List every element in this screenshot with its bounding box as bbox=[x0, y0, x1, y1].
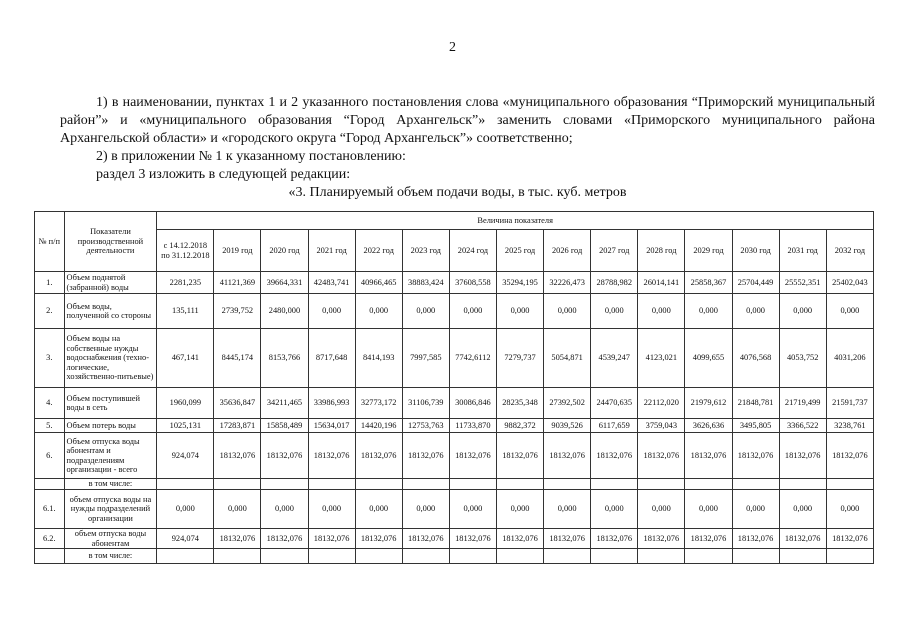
value-cell: 18132,076 bbox=[496, 529, 543, 549]
row-number: 6.2. bbox=[35, 529, 65, 549]
value-cell: 18132,076 bbox=[732, 529, 779, 549]
value-cell bbox=[779, 549, 826, 564]
value-cell: 18132,076 bbox=[261, 529, 308, 549]
value-cell: 0,000 bbox=[638, 294, 685, 329]
value-cell: 3366,522 bbox=[779, 419, 826, 433]
value-cell: 4123,021 bbox=[638, 329, 685, 388]
value-cell: 7279,737 bbox=[496, 329, 543, 388]
value-cell: 2281,235 bbox=[157, 272, 214, 294]
value-cell: 9882,372 bbox=[496, 419, 543, 433]
header-period: 2026 год bbox=[544, 230, 591, 272]
value-cell: 18132,076 bbox=[214, 433, 261, 479]
value-cell bbox=[638, 479, 685, 490]
value-cell: 0,000 bbox=[308, 490, 355, 529]
value-cell: 27392,502 bbox=[544, 388, 591, 419]
value-cell: 924,074 bbox=[157, 433, 214, 479]
paragraph-2: 2) в приложении № 1 к указанному постановлению: bbox=[96, 149, 406, 164]
value-cell: 11733,870 bbox=[449, 419, 496, 433]
value-cell: 0,000 bbox=[638, 490, 685, 529]
row-indicator-name: Объем поступившей воды в сеть bbox=[64, 388, 157, 419]
value-cell bbox=[496, 479, 543, 490]
value-cell: 25858,367 bbox=[685, 272, 732, 294]
value-cell: 28788,982 bbox=[591, 272, 638, 294]
value-cell bbox=[732, 479, 779, 490]
row-indicator-name: объем отпуска воды на нужды подразделений организации bbox=[64, 490, 157, 529]
value-cell bbox=[261, 549, 308, 564]
value-cell: 14420,196 bbox=[355, 419, 402, 433]
value-cell: 0,000 bbox=[402, 294, 449, 329]
value-cell: 6117,659 bbox=[591, 419, 638, 433]
value-cell: 18132,076 bbox=[826, 529, 873, 549]
value-cell: 0,000 bbox=[826, 294, 873, 329]
value-cell: 18132,076 bbox=[826, 433, 873, 479]
header-period: 2028 год bbox=[638, 230, 685, 272]
value-cell: 2480,000 bbox=[261, 294, 308, 329]
value-cell: 15858,489 bbox=[261, 419, 308, 433]
page-number: 2 bbox=[449, 40, 456, 55]
header-period: 2024 год bbox=[449, 230, 496, 272]
value-cell bbox=[826, 549, 873, 564]
value-cell: 2739,752 bbox=[214, 294, 261, 329]
value-cell: 31106,739 bbox=[402, 388, 449, 419]
value-cell bbox=[449, 479, 496, 490]
value-cell: 8414,193 bbox=[355, 329, 402, 388]
row-indicator-name: Объем отпуска воды абонентам и подразделениям организации - всего bbox=[64, 433, 157, 479]
value-cell: 22112,020 bbox=[638, 388, 685, 419]
table-row bbox=[35, 479, 874, 490]
value-cell: 1025,131 bbox=[157, 419, 214, 433]
value-cell: 0,000 bbox=[355, 490, 402, 529]
row-number bbox=[35, 549, 65, 564]
row-number: 6. bbox=[35, 433, 65, 479]
value-cell: 0,000 bbox=[449, 294, 496, 329]
value-cell: 924,074 bbox=[157, 529, 214, 549]
value-cell bbox=[591, 549, 638, 564]
value-cell: 18132,076 bbox=[449, 529, 496, 549]
value-cell: 9039,526 bbox=[544, 419, 591, 433]
value-cell: 18132,076 bbox=[355, 529, 402, 549]
header-period: 2027 год bbox=[591, 230, 638, 272]
row-number bbox=[35, 479, 65, 490]
table-row bbox=[35, 294, 874, 329]
value-cell bbox=[449, 549, 496, 564]
value-cell bbox=[355, 479, 402, 490]
table-row bbox=[35, 433, 874, 479]
value-cell bbox=[496, 549, 543, 564]
section-title: «3. Планируемый объем подачи воды, в тыс. куб. метров bbox=[288, 185, 627, 200]
row-number: 3. bbox=[35, 329, 65, 388]
value-cell: 15634,017 bbox=[308, 419, 355, 433]
value-cell bbox=[355, 549, 402, 564]
value-cell: 0,000 bbox=[261, 490, 308, 529]
value-cell bbox=[308, 549, 355, 564]
header-period: 2025 год bbox=[496, 230, 543, 272]
table-row bbox=[35, 388, 874, 419]
header-period: с 14.12.2018 по 31.12.2018 bbox=[157, 230, 214, 272]
row-indicator-name: Объем потерь воды bbox=[64, 419, 157, 433]
value-cell: 5054,871 bbox=[544, 329, 591, 388]
value-cell: 0,000 bbox=[826, 490, 873, 529]
header-period: 2031 год bbox=[779, 230, 826, 272]
header-period: 2019 год bbox=[214, 230, 261, 272]
value-cell: 135,111 bbox=[157, 294, 214, 329]
value-cell bbox=[402, 549, 449, 564]
value-cell: 3759,043 bbox=[638, 419, 685, 433]
header-num: № п/п bbox=[35, 212, 65, 272]
value-cell: 8717,648 bbox=[308, 329, 355, 388]
value-cell: 39664,331 bbox=[261, 272, 308, 294]
value-cell: 18132,076 bbox=[544, 433, 591, 479]
value-cell: 18132,076 bbox=[449, 433, 496, 479]
value-cell: 0,000 bbox=[496, 294, 543, 329]
value-cell bbox=[214, 479, 261, 490]
row-indicator-name: объем отпуска воды абонентам bbox=[64, 529, 157, 549]
value-cell bbox=[638, 549, 685, 564]
row-indicator-name: в том числе: bbox=[64, 479, 157, 490]
value-cell: 35636,847 bbox=[214, 388, 261, 419]
table-row bbox=[35, 529, 874, 549]
value-cell: 0,000 bbox=[449, 490, 496, 529]
paragraph-3: раздел 3 изложить в следующей редакции: bbox=[96, 167, 351, 182]
paragraph-1: 1) в наименовании, пунктах 1 и 2 указанного постановления слова «муниципального образования “Приморский муниципальный район”» и «муниципального образования “Город Архангельск”» заменить словами «Приморского муниципального района Архангельской области» и «городского округа “Город Архангельск”» соответственно; bbox=[60, 95, 875, 146]
value-cell: 18132,076 bbox=[544, 529, 591, 549]
value-cell: 42483,741 bbox=[308, 272, 355, 294]
header-period: 2030 год bbox=[732, 230, 779, 272]
value-cell bbox=[261, 479, 308, 490]
value-cell bbox=[402, 479, 449, 490]
value-cell: 3495,805 bbox=[732, 419, 779, 433]
row-indicator-name: Объем поднятой (забранной) воды bbox=[64, 272, 157, 294]
value-cell: 18132,076 bbox=[214, 529, 261, 549]
value-cell: 0,000 bbox=[214, 490, 261, 529]
value-cell: 38883,424 bbox=[402, 272, 449, 294]
value-cell bbox=[685, 479, 732, 490]
value-cell: 18132,076 bbox=[685, 433, 732, 479]
value-cell: 18132,076 bbox=[779, 433, 826, 479]
table-row bbox=[35, 549, 874, 564]
header-group: Величина показателя bbox=[157, 212, 874, 230]
header-period: 2022 год bbox=[355, 230, 402, 272]
value-cell: 32773,172 bbox=[355, 388, 402, 419]
value-cell: 12753,763 bbox=[402, 419, 449, 433]
value-cell: 25704,449 bbox=[732, 272, 779, 294]
value-cell: 18132,076 bbox=[496, 433, 543, 479]
value-cell: 0,000 bbox=[544, 294, 591, 329]
value-cell bbox=[214, 549, 261, 564]
value-cell bbox=[157, 479, 214, 490]
row-indicator-name: Объем воды, полученной со стороны bbox=[64, 294, 157, 329]
value-cell: 21591,737 bbox=[826, 388, 873, 419]
header-period: 2021 год bbox=[308, 230, 355, 272]
value-cell: 35294,195 bbox=[496, 272, 543, 294]
value-cell: 0,000 bbox=[308, 294, 355, 329]
value-cell: 0,000 bbox=[496, 490, 543, 529]
value-cell: 4053,752 bbox=[779, 329, 826, 388]
value-cell: 18132,076 bbox=[638, 433, 685, 479]
value-cell: 4099,655 bbox=[685, 329, 732, 388]
value-cell: 4539,247 bbox=[591, 329, 638, 388]
value-cell: 8445,174 bbox=[214, 329, 261, 388]
value-cell: 3238,761 bbox=[826, 419, 873, 433]
value-cell: 21979,612 bbox=[685, 388, 732, 419]
value-cell: 33986,993 bbox=[308, 388, 355, 419]
value-cell: 4031,206 bbox=[826, 329, 873, 388]
value-cell bbox=[544, 549, 591, 564]
value-cell: 4076,568 bbox=[732, 329, 779, 388]
value-cell: 0,000 bbox=[779, 490, 826, 529]
row-number: 5. bbox=[35, 419, 65, 433]
value-cell: 7997,585 bbox=[402, 329, 449, 388]
value-cell: 25552,351 bbox=[779, 272, 826, 294]
value-cell bbox=[779, 479, 826, 490]
value-cell: 18132,076 bbox=[685, 529, 732, 549]
value-cell: 18132,076 bbox=[779, 529, 826, 549]
value-cell: 0,000 bbox=[157, 490, 214, 529]
value-cell: 8153,766 bbox=[261, 329, 308, 388]
value-cell: 34211,465 bbox=[261, 388, 308, 419]
value-cell: 0,000 bbox=[732, 490, 779, 529]
value-cell: 0,000 bbox=[355, 294, 402, 329]
row-number: 4. bbox=[35, 388, 65, 419]
value-cell: 18132,076 bbox=[308, 529, 355, 549]
table-row bbox=[35, 329, 874, 388]
value-cell bbox=[544, 479, 591, 490]
header-period: 2020 год bbox=[261, 230, 308, 272]
value-cell bbox=[157, 549, 214, 564]
row-number: 6.1. bbox=[35, 490, 65, 529]
table-row bbox=[35, 490, 874, 529]
value-cell: 30086,846 bbox=[449, 388, 496, 419]
row-indicator-name: в том числе: bbox=[64, 549, 157, 564]
table-row bbox=[35, 272, 874, 294]
value-cell bbox=[591, 479, 638, 490]
value-cell: 18132,076 bbox=[591, 433, 638, 479]
row-number: 1. bbox=[35, 272, 65, 294]
header-period: 2032 год bbox=[826, 230, 873, 272]
value-cell: 0,000 bbox=[685, 490, 732, 529]
value-cell: 3626,636 bbox=[685, 419, 732, 433]
value-cell: 18132,076 bbox=[591, 529, 638, 549]
value-cell: 18132,076 bbox=[732, 433, 779, 479]
value-cell: 0,000 bbox=[402, 490, 449, 529]
value-cell: 18132,076 bbox=[402, 433, 449, 479]
value-cell: 7742,6112 bbox=[449, 329, 496, 388]
value-cell bbox=[732, 549, 779, 564]
value-cell: 40966,465 bbox=[355, 272, 402, 294]
row-indicator-name: Объем воды на собственные нужды водоснабжения (техно-логические, хозяйственно-питьевые) bbox=[64, 329, 157, 388]
water-supply-table bbox=[34, 211, 874, 564]
value-cell: 0,000 bbox=[591, 490, 638, 529]
value-cell: 21719,499 bbox=[779, 388, 826, 419]
value-cell bbox=[308, 479, 355, 490]
header-period: 2029 год bbox=[685, 230, 732, 272]
table-row bbox=[35, 419, 874, 433]
header-name: Показатели производственной деятельности bbox=[64, 212, 157, 272]
value-cell: 24470,635 bbox=[591, 388, 638, 419]
value-cell: 0,000 bbox=[779, 294, 826, 329]
value-cell: 21848,781 bbox=[732, 388, 779, 419]
row-number: 2. bbox=[35, 294, 65, 329]
value-cell: 0,000 bbox=[544, 490, 591, 529]
value-cell: 18132,076 bbox=[402, 529, 449, 549]
value-cell: 32226,473 bbox=[544, 272, 591, 294]
table-body bbox=[35, 272, 874, 564]
value-cell: 0,000 bbox=[685, 294, 732, 329]
value-cell: 467,141 bbox=[157, 329, 214, 388]
value-cell: 25402,043 bbox=[826, 272, 873, 294]
value-cell: 0,000 bbox=[591, 294, 638, 329]
value-cell bbox=[685, 549, 732, 564]
value-cell: 26014,141 bbox=[638, 272, 685, 294]
header-period: 2023 год bbox=[402, 230, 449, 272]
value-cell: 18132,076 bbox=[638, 529, 685, 549]
value-cell: 0,000 bbox=[732, 294, 779, 329]
value-cell: 1960,099 bbox=[157, 388, 214, 419]
value-cell: 18132,076 bbox=[355, 433, 402, 479]
value-cell: 41121,369 bbox=[214, 272, 261, 294]
value-cell: 28235,348 bbox=[496, 388, 543, 419]
value-cell: 18132,076 bbox=[261, 433, 308, 479]
header-periods-row bbox=[35, 230, 874, 272]
value-cell: 18132,076 bbox=[308, 433, 355, 479]
value-cell: 17283,871 bbox=[214, 419, 261, 433]
value-cell: 37608,558 bbox=[449, 272, 496, 294]
value-cell bbox=[826, 479, 873, 490]
